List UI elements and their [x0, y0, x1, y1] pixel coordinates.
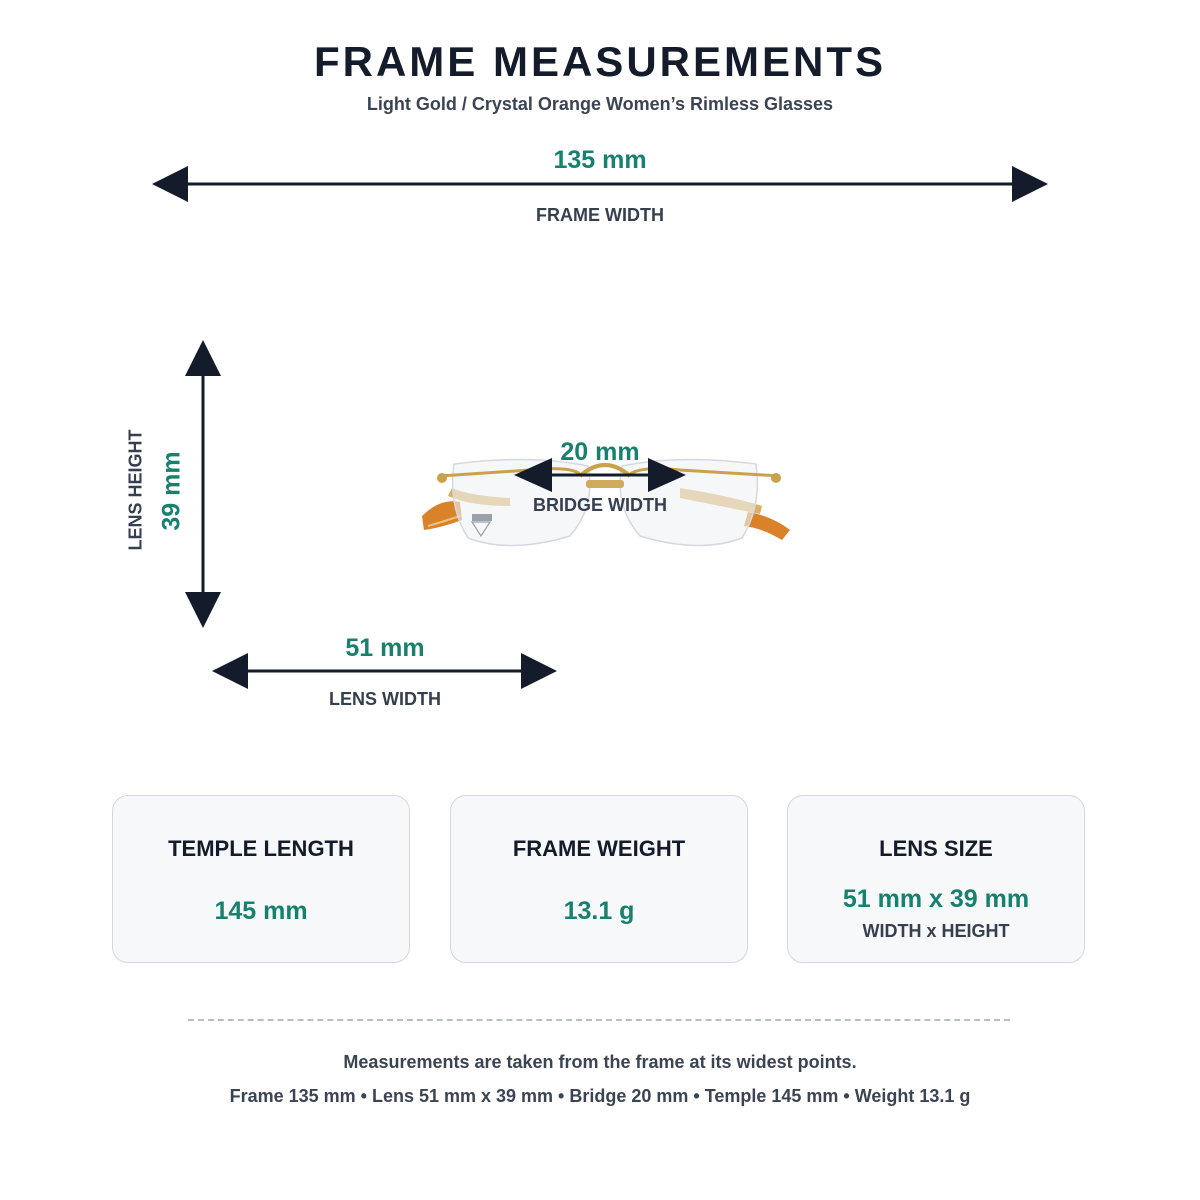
footer-note: Measurements are taken from the frame at its widest points.: [343, 1052, 857, 1072]
card-lens-size: [787, 795, 1085, 963]
page-title: FRAME MEASUREMENTS: [313, 38, 886, 85]
card-title: LENS SIZE: [879, 836, 993, 861]
card-frame-weight: [450, 795, 748, 963]
page-subtitle: Light Gold / Crystal Orange Women’s Rimless Glasses: [366, 94, 834, 114]
footer-summary: Frame 135 mm • Lens 51 mm x 39 mm • Bridge 20 mm • Temple 145 mm • Weight 13.1 g: [229, 1086, 971, 1106]
card-title: FRAME WEIGHT: [512, 836, 686, 861]
card-value: 13.1 g: [563, 897, 635, 925]
lens-width-value: 51 mm: [345, 634, 425, 662]
card-value: 145 mm: [214, 897, 308, 925]
bridge-width-value: 20 mm: [560, 438, 640, 466]
card-value: 51 mm x 39 mm: [842, 885, 1030, 913]
frame-width-label: FRAME WIDTH: [536, 205, 664, 225]
frame-width-value: 135 mm: [553, 146, 647, 174]
lens-height-value: 39 mm: [157, 451, 186, 531]
divider: [188, 1019, 1010, 1021]
lens-height-arrow: [185, 340, 221, 628]
lens-height-label: LENS HEIGHT: [125, 429, 146, 551]
card-subtext: WIDTH x HEIGHT: [862, 921, 1010, 941]
bridge-width-label: BRIDGE WIDTH: [533, 495, 667, 515]
card-title: TEMPLE LENGTH: [168, 836, 354, 861]
lens-width-label: LENS WIDTH: [329, 689, 441, 709]
card-temple-length: [112, 795, 410, 963]
